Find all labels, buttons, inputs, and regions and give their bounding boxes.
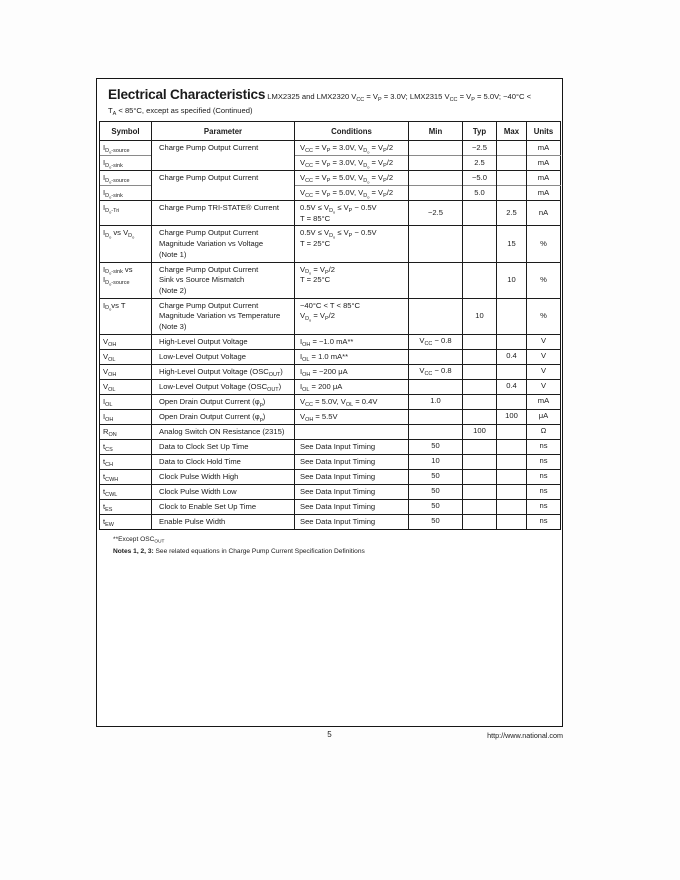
typ-cell <box>463 334 497 349</box>
table-row <box>100 201 561 226</box>
table-row <box>100 226 561 262</box>
max-cell <box>497 334 527 349</box>
parameter-cell: Data to Clock Hold Time <box>152 454 295 469</box>
conditions-cell: $I_{OH} = -1.0$ mA** <box>295 334 409 349</box>
typ-cell <box>463 262 497 298</box>
symbol-cell: $t_{CH}$ <box>100 454 152 469</box>
table-row <box>100 141 561 156</box>
symbol-cell: $V_{OL}$ <box>100 349 152 364</box>
min-cell <box>409 141 463 156</box>
min-cell: 50 <box>409 484 463 499</box>
parameter-cell: High-Level Output Voltage $(OSC_{OUT})$ <box>152 364 295 379</box>
conditions-cell: $I_{OH} = -200$ μA <box>295 364 409 379</box>
min-cell <box>409 349 463 364</box>
typ-cell <box>463 379 497 394</box>
typ-cell: 100 <box>463 424 497 439</box>
table-row <box>100 171 561 186</box>
units-cell: mA <box>527 156 561 171</box>
max-cell: 10 <box>497 262 527 298</box>
symbol-cell: $I_{D_o}vs$ T <box>100 298 152 334</box>
typ-cell <box>463 226 497 262</box>
min-cell: 50 <box>409 499 463 514</box>
symbol-cell: $V_{OH}$ <box>100 334 152 349</box>
col-header-max: Max <box>497 122 527 141</box>
conditions-cell: $V_{CC} = V_P = 5.0V$, $V_{D_o} = V_P/2$ <box>295 186 409 201</box>
max-cell: 100 <box>497 409 527 424</box>
max-cell <box>497 424 527 439</box>
spec-table-body <box>100 141 561 530</box>
col-header-typ: Typ <box>463 122 497 141</box>
parameter-cell: Charge Pump Output Current Sink vs Source Mismatch (Note 2) <box>152 262 295 298</box>
typ-cell <box>463 499 497 514</box>
parameter-cell: Enable Pulse Width <box>152 514 295 529</box>
col-header-min: Min <box>409 122 463 141</box>
units-cell: mA <box>527 394 561 409</box>
symbol-cell: $I_{D_o-Tri}$ <box>100 201 152 226</box>
symbol-cell: $I_{D_o-source}$ <box>100 171 152 186</box>
conditions-cell: See Data Input Timing <box>295 499 409 514</box>
table-row <box>100 364 561 379</box>
col-header-symbol: Symbol <box>100 122 152 141</box>
parameter-cell: Charge Pump Output Current Magnitude Variation vs Voltage (Note 1) <box>152 226 295 262</box>
symbol-cell: $V_{OL}$ <box>100 379 152 394</box>
conditions-cell: $0.5V \le V_{D_o} \le V_P - 0.5V$ T = 25°C <box>295 226 409 262</box>
min-cell: 10 <box>409 454 463 469</box>
table-row <box>100 394 561 409</box>
parameter-cell: Clock Pulse Width High <box>152 469 295 484</box>
parameter-cell: Open Drain Output Current $(\varphi_p)$ <box>152 409 295 424</box>
conditions-cell: −40°C < T < 85°C $V_{D_o} = V_P/2$ <box>295 298 409 334</box>
max-cell <box>497 394 527 409</box>
max-cell <box>497 514 527 529</box>
max-cell <box>497 156 527 171</box>
min-cell <box>409 424 463 439</box>
parameter-cell: Low-Level Output Voltage $(OSC_{OUT})$ <box>152 379 295 394</box>
symbol-cell: $I_{D_o-sink}$ <box>100 156 152 171</box>
conditions-cell: See Data Input Timing <box>295 514 409 529</box>
min-cell <box>409 186 463 201</box>
symbol-cell: $t_{CS}$ <box>100 439 152 454</box>
units-cell: mA <box>527 171 561 186</box>
page-number: 5 <box>327 730 332 739</box>
symbol-cell: $t_{CWL}$ <box>100 484 152 499</box>
table-row <box>100 469 561 484</box>
min-cell <box>409 156 463 171</box>
units-cell: V <box>527 334 561 349</box>
units-cell: Ω <box>527 424 561 439</box>
parameter-cell: Charge Pump Output Current Magnitude Variation vs Temperature (Note 3) <box>152 298 295 334</box>
typ-cell <box>463 349 497 364</box>
min-cell: 50 <box>409 439 463 454</box>
page-title: Electrical Characteristics <box>108 87 266 102</box>
max-cell <box>497 484 527 499</box>
table-row <box>100 484 561 499</box>
footnote-notes-label: Notes 1, 2, 3: <box>113 547 154 555</box>
conditions-cell: $V_{CC} = V_P = 3.0V$, $V_{D_o} = V_P/2$ <box>295 141 409 156</box>
units-cell: V <box>527 379 561 394</box>
page-subtitle-line2: $T_A < 85^\circ C$, except as specified (Continued) <box>108 106 253 117</box>
parameter-cell: Clock Pulse Width Low <box>152 484 295 499</box>
conditions-cell: $V_{D_o} = V_P/2$ T = 25°C <box>295 262 409 298</box>
table-row <box>100 334 561 349</box>
min-cell <box>409 409 463 424</box>
symbol-cell: $I_{D_o-source}$ <box>100 141 152 156</box>
typ-cell <box>463 394 497 409</box>
symbol-cell: $t_{EW}$ <box>100 514 152 529</box>
document-header <box>97 79 562 115</box>
symbol-cell: $I_{OL}$ <box>100 394 152 409</box>
min-cell <box>409 379 463 394</box>
max-cell: 0.4 <box>497 379 527 394</box>
typ-cell <box>463 201 497 226</box>
footnote-notes-text: See related equations in Charge Pump Current Specification Definitions <box>153 547 365 555</box>
table-row <box>100 499 561 514</box>
page-footer <box>96 729 563 743</box>
typ-cell: 5.0 <box>463 186 497 201</box>
min-cell <box>409 171 463 186</box>
max-cell <box>497 186 527 201</box>
min-cell: $V_{CC} - 0.8$ <box>409 364 463 379</box>
conditions-cell: $I_{OL} = 200$ μA <box>295 379 409 394</box>
min-cell <box>409 298 463 334</box>
typ-cell <box>463 469 497 484</box>
conditions-cell: See Data Input Timing <box>295 484 409 499</box>
units-cell: ns <box>527 484 561 499</box>
footnotes <box>113 536 562 556</box>
col-header-parameter: Parameter <box>152 122 295 141</box>
units-cell: ns <box>527 439 561 454</box>
units-cell: μA <box>527 409 561 424</box>
conditions-cell <box>295 424 409 439</box>
symbol-cell: $I_{OH}$ <box>100 409 152 424</box>
parameter-cell: Analog Switch ON Resistance (2315) <box>152 424 295 439</box>
units-cell: % <box>527 298 561 334</box>
min-cell <box>409 262 463 298</box>
conditions-cell: $V_{CC} = V_P = 3.0V$, $V_{D_o} = V_P/2$ <box>295 156 409 171</box>
units-cell: V <box>527 364 561 379</box>
typ-cell: −5.0 <box>463 171 497 186</box>
conditions-cell: $I_{OL} = 1.0$ mA** <box>295 349 409 364</box>
symbol-cell: $I_{D_o-sink}$ vs $I_{D_o-source}$ <box>100 262 152 298</box>
units-cell: nA <box>527 201 561 226</box>
page-subtitle-line1: LMX2325 and LMX2320 $V_{CC} = V_P = 3.0V$; LMX2315 $V_{CC} = V_P = 5.0V$; −40°C < <box>267 92 532 103</box>
typ-cell <box>463 484 497 499</box>
min-cell: 50 <box>409 514 463 529</box>
conditions-cell: $V_{OH} = 5.5V$ <box>295 409 409 424</box>
parameter-cell: Open Drain Output Current $(\varphi_p)$ <box>152 394 295 409</box>
symbol-cell: $I_{D_o-sink}$ <box>100 186 152 201</box>
units-cell: ns <box>527 454 561 469</box>
table-row <box>100 424 561 439</box>
conditions-cell: $0.5V \le V_{D_o} \le V_P - 0.5V$ T = 85°C <box>295 201 409 226</box>
units-cell: % <box>527 262 561 298</box>
table-row <box>100 379 561 394</box>
min-cell: 50 <box>409 469 463 484</box>
parameter-cell: High-Level Output Voltage <box>152 334 295 349</box>
symbol-cell: $t_{ES}$ <box>100 499 152 514</box>
units-cell: % <box>527 226 561 262</box>
units-cell: mA <box>527 141 561 156</box>
parameter-cell: Charge Pump Output Current <box>152 141 295 171</box>
footnote-except-oscout: **Except $OSC_{OUT}$ <box>113 535 165 545</box>
max-cell <box>497 171 527 186</box>
parameter-cell: Charge Pump TRI-STATE® Current <box>152 201 295 226</box>
parameter-cell: Charge Pump Output Current <box>152 171 295 201</box>
min-cell: $V_{CC} - 0.8$ <box>409 334 463 349</box>
conditions-cell: $V_{CC} = V_P = 5.0V$, $V_{D_o} = V_P/2$ <box>295 171 409 186</box>
conditions-cell: See Data Input Timing <box>295 454 409 469</box>
typ-cell <box>463 439 497 454</box>
table-row <box>100 439 561 454</box>
table-row <box>100 514 561 529</box>
table-row <box>100 262 561 298</box>
typ-cell: −2.5 <box>463 141 497 156</box>
max-cell <box>497 298 527 334</box>
conditions-cell: $V_{CC} = 5.0V$, $V_{OL} = 0.4V$ <box>295 394 409 409</box>
footnote-notes <box>113 548 562 556</box>
max-cell <box>497 454 527 469</box>
table-row <box>100 349 561 364</box>
footer-url: http://www.national.com <box>487 731 563 740</box>
max-cell: 0.4 <box>497 349 527 364</box>
units-cell: ns <box>527 514 561 529</box>
max-cell <box>497 439 527 454</box>
symbol-cell: $V_{OH}$ <box>100 364 152 379</box>
typ-cell <box>463 364 497 379</box>
min-cell <box>409 226 463 262</box>
min-cell: −2.5 <box>409 201 463 226</box>
max-cell <box>497 469 527 484</box>
max-cell <box>497 364 527 379</box>
typ-cell: 10 <box>463 298 497 334</box>
datasheet-page <box>96 78 563 727</box>
table-header-row <box>100 122 561 141</box>
table-row <box>100 409 561 424</box>
units-cell: V <box>527 349 561 364</box>
max-cell <box>497 499 527 514</box>
symbol-cell: $t_{CWH}$ <box>100 469 152 484</box>
conditions-cell: See Data Input Timing <box>295 469 409 484</box>
max-cell: 15 <box>497 226 527 262</box>
typ-cell <box>463 514 497 529</box>
col-header-conditions: Conditions <box>295 122 409 141</box>
electrical-characteristics-table <box>99 121 561 530</box>
parameter-cell: Low-Level Output Voltage <box>152 349 295 364</box>
units-cell: ns <box>527 499 561 514</box>
table-row <box>100 454 561 469</box>
table-row <box>100 298 561 334</box>
max-cell <box>497 141 527 156</box>
max-cell: 2.5 <box>497 201 527 226</box>
col-header-units: Units <box>527 122 561 141</box>
symbol-cell: $R_{ON}$ <box>100 424 152 439</box>
min-cell: 1.0 <box>409 394 463 409</box>
typ-cell <box>463 409 497 424</box>
typ-cell <box>463 454 497 469</box>
symbol-cell: $I_{D_o}$ vs $V_{D_o}$ <box>100 226 152 262</box>
typ-cell: 2.5 <box>463 156 497 171</box>
parameter-cell: Data to Clock Set Up Time <box>152 439 295 454</box>
conditions-cell: See Data Input Timing <box>295 439 409 454</box>
units-cell: mA <box>527 186 561 201</box>
units-cell: ns <box>527 469 561 484</box>
parameter-cell: Clock to Enable Set Up Time <box>152 499 295 514</box>
